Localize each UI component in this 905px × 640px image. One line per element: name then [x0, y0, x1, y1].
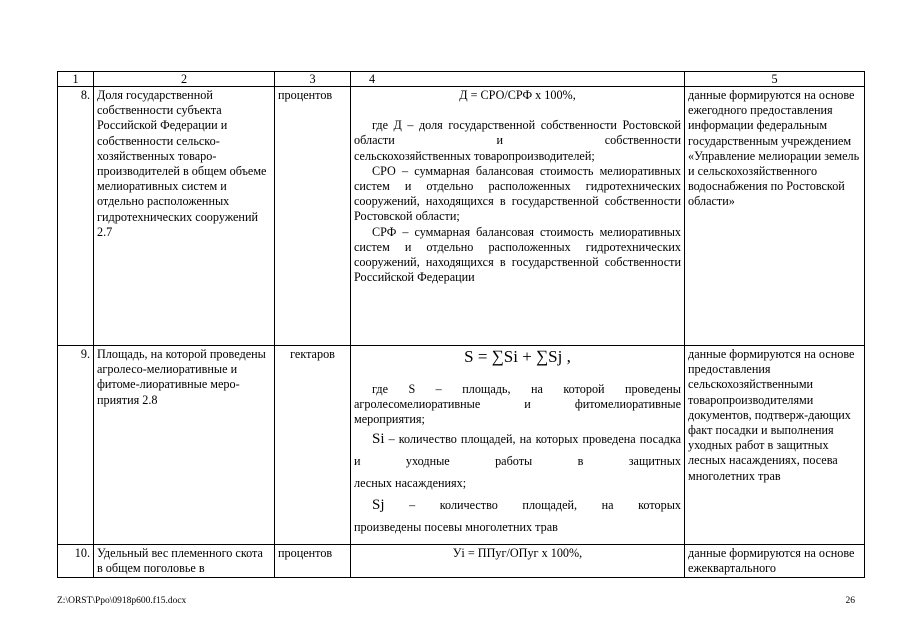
page-number: 26	[845, 596, 855, 606]
definition-text: Российской Федерации	[354, 270, 475, 285]
symbol: Si	[372, 430, 385, 447]
formula: Д = СРО/СРФ х 100%,	[459, 88, 576, 102]
header-cell: 4	[351, 72, 685, 87]
unit-cell: гектаров	[275, 346, 351, 545]
definition-text: СРО – суммарная балансовая стоимость мелиоративных систем и отдельно расположенных гидротехнических сооружений, находящихся в государственной собственности	[354, 163, 681, 209]
unit-cell: процентов	[275, 87, 351, 346]
definition-text: Sj – количество площадей, на которых	[372, 496, 681, 513]
definition-text: произведены посевы многолетних трав	[354, 519, 558, 534]
definition-text: где S – площадь, на которой проведены агролесомелиоративные и фитомелиоративные	[354, 382, 681, 412]
unit-cell: процентов	[275, 545, 351, 578]
formula-cell	[351, 346, 685, 545]
source-cell: данные формируются на основе ежеквартального	[685, 545, 865, 578]
header-cell: 3	[275, 72, 351, 87]
header-cell: 1	[58, 72, 94, 87]
row-number: 10.	[58, 545, 94, 578]
table-row	[58, 545, 865, 578]
source-cell: данные формируются на основе предоставления сельскохозяйственными товаропроизводителями документов, подтверж-дающих факт посадки и выполнения уходных работ в защитных лесных насаждениях, посева многолетних трав	[685, 346, 865, 545]
formula-cell	[351, 87, 685, 346]
formula-cell	[351, 545, 685, 578]
formula: Уi = ППуг/ОПуг х 100%,	[452, 546, 583, 560]
table-row	[58, 346, 865, 545]
definition-text: Ростовской области;	[354, 209, 460, 224]
symbol: Sj	[372, 496, 385, 513]
indicators-table	[57, 71, 865, 578]
indicator-name: Площадь, на которой проведены агролесо-мелиоративные и фитоме-лиоративные меро-приятия 2.8	[94, 346, 275, 545]
source-cell: данные формируются на основе ежегодного предоставления информации федеральным государственным учреждением «Управление мелиорации земель и сельскохозяйственного водоснабжения по Ростовской области»	[685, 87, 865, 346]
indicator-name: Удельный вес племенного скота в общем поголовье в	[94, 545, 275, 578]
definition-text: Si – количество площадей, на которых проведена посадка и уходные работы в защитных	[354, 430, 681, 468]
definition-text: где Д – доля государственной собственности Ростовской области и собственности	[354, 118, 681, 148]
definition-text: сельскохозяйственных товаропроизводителей;	[354, 148, 595, 163]
table-row	[58, 87, 865, 346]
row-number: 9.	[58, 346, 94, 545]
header-cell: 2	[94, 72, 275, 87]
definition-text: СРФ – суммарная балансовая стоимость мелиоративных систем и отдельно расположенных гидротехнических сооружений, находящихся в государственной собственности	[354, 224, 681, 270]
definition-text: лесных насаждениях;	[354, 475, 467, 490]
header-row	[58, 72, 865, 87]
formula: S = ∑Si + ∑Sj ,	[464, 347, 571, 366]
header-cell: 5	[685, 72, 865, 87]
definition-text: мероприятия;	[354, 412, 425, 427]
row-number: 8.	[58, 87, 94, 346]
indicator-name: Доля государственной собственности субъекта Российской Федерации и собственности сельско-хозяйственных товаро-производителей в общем объеме мелиоративных систем и отдельно расположенных гидротехнических сооружений 2.7	[94, 87, 275, 346]
file-path: Z:\ORST\Ppo\0918p600.f15.docx	[57, 596, 187, 606]
